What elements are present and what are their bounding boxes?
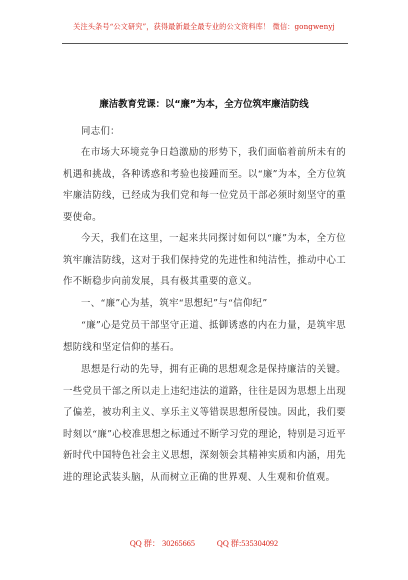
paragraph-3: “廉”心是党员干部坚守正道、抵御诱惑的内在力量，是筑牢思想防线和坚定信仰的基石。 [63,320,346,353]
section-heading: 一、“廉”心为基，筑牢“思想纪”与“信仰纪” [81,298,268,309]
header-banner: 关注头条号“公文研究”，获得最新最全最专业的公文资料库！ 微信：gongwenyj [73,22,335,31]
greeting: 同志们： [81,126,120,137]
footer-contact [0,538,408,549]
paragraph-1: 在市场大环境竞争日趋激励的形势下，我们面临着前所未有的机遇和挑战，各种诱惑和考验也接踵而至。以“廉”为本，全方位筑牢廉洁防线，已经成为我们党和每一位党员干部必须时刻坚守的重要使命。 [63,147,346,223]
document-title: 廉洁教育党课：以“廉”为本，全方位筑牢廉洁防线 [99,99,309,110]
paragraph-2: 今天，我们在这里，一起来共同探讨如何以“廉”为本，全方位筑牢廉洁防线，这对于我们保持党的先进性和纯洁性，推动中心工作不断稳步向前发展，具有极其重要的意义。 [63,233,346,288]
footer-qq-group-1: QQ 群： 30265665 [129,539,195,548]
footer-qq-group-2: QQ 群:535304092 [216,539,279,548]
paragraph-4: 思想是行动的先导，拥有正确的思想观念是保持廉洁的关键。一些党员干部之所以走上违纪违法的道路，往往是因为思想上出现了偏差，被功利主义、享乐主义等错误思想所侵蚀。因此，我们要时刻以“廉”心校准思想之标通过不断学习党的理论，特别是习近平新时代中国特色社会主义思想，深刻领会其精神实质和内涵，用先进的理论武装头脑，从而树立正确的世界观、人生观和价值观。 [63,364,346,483]
header-divider [62,43,348,44]
